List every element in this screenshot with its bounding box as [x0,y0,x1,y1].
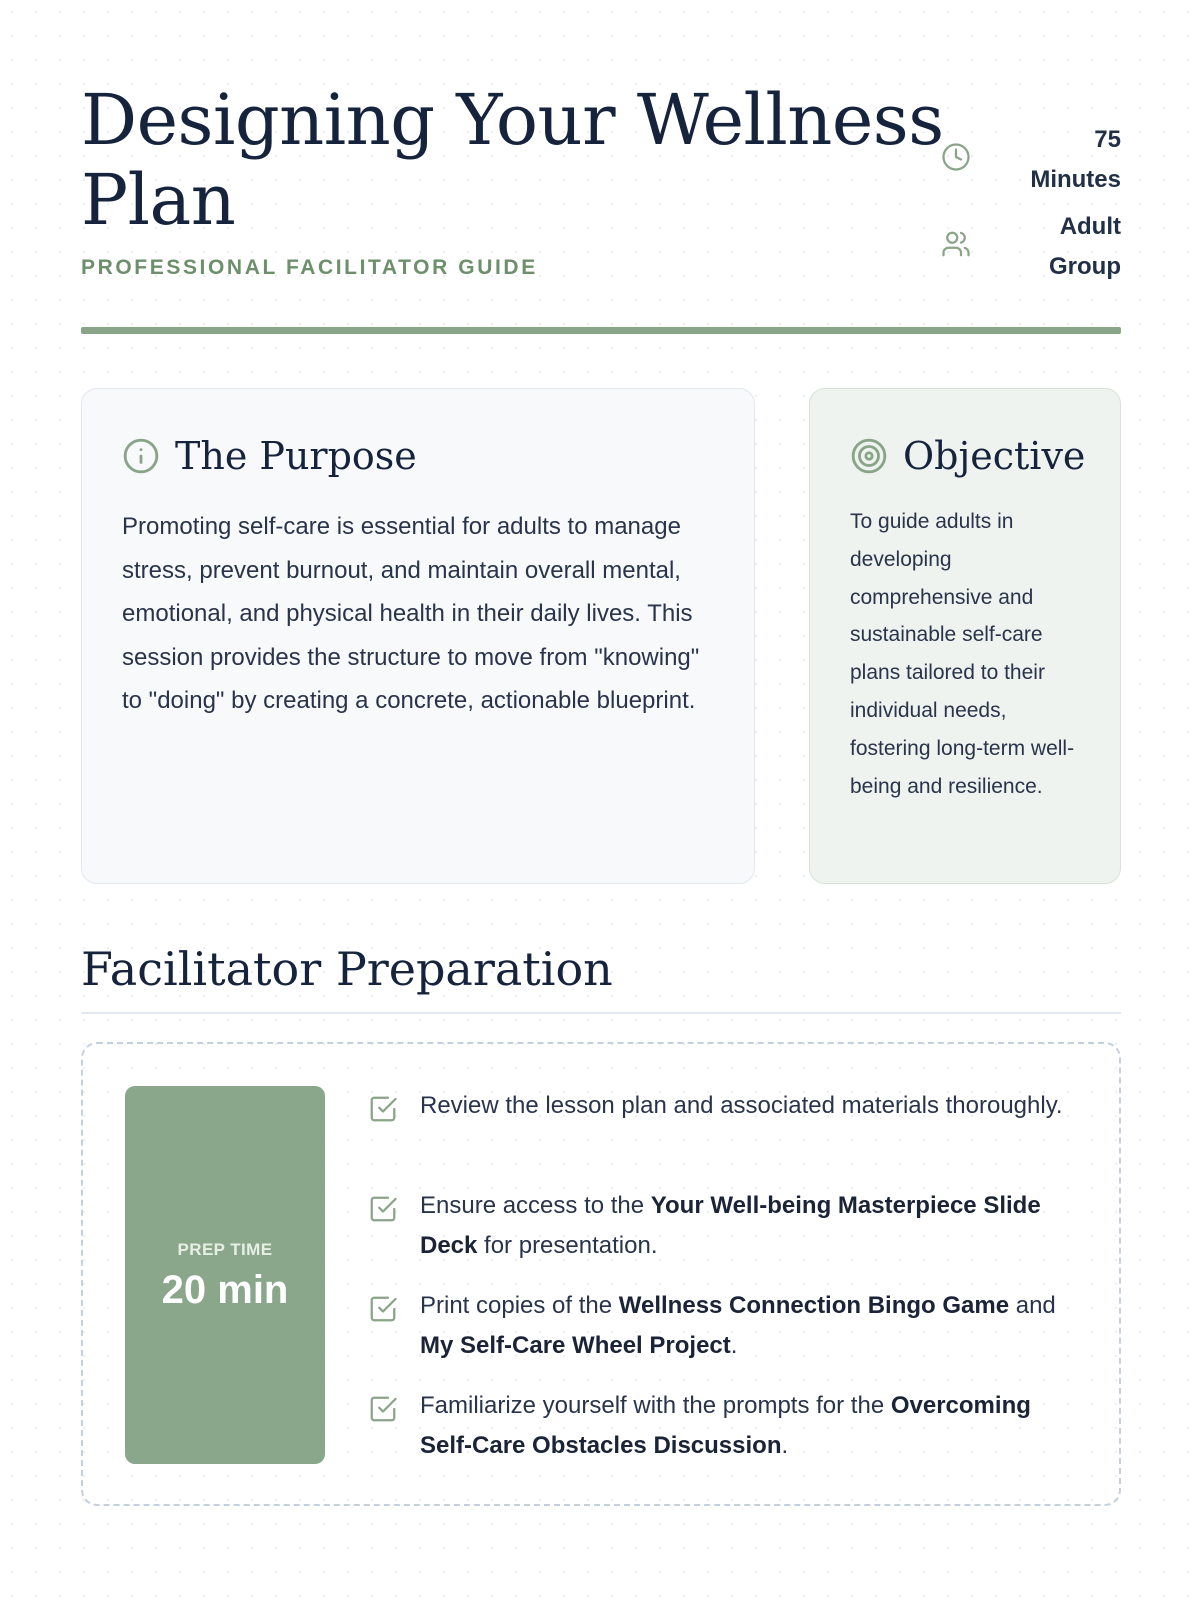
prep-time-panel [125,1086,325,1464]
facilitator-guide-page [81,0,1121,1600]
info-icon [122,437,160,475]
purpose-title: The Purpose [175,434,417,478]
target-icon [850,437,888,475]
clock-icon [941,142,971,172]
checklist-item-text: Familiarize yourself with the prompts for the Overcoming Self-Care Obstacles Discussion. [420,1392,1031,1459]
checklist-item [368,1286,1088,1386]
preparation-checklist [368,1086,1088,1486]
objective-body: To guide adults in developing comprehensive and sustainable self-care plans tailored to their individual needs, fostering long-term well-being and resilience. [850,510,1075,798]
checklist-item [368,1186,1088,1286]
checkbox-checked-icon [368,1294,398,1324]
duration-text: 75 Minutes [1030,126,1121,193]
preparation-box [81,1042,1121,1506]
objective-card [809,388,1121,884]
header-divider [81,327,1121,334]
purpose-body: Promoting self-care is essential for adults to manage stress, prevent burnout, and maintain overall mental, emotional, and physical health in their daily lives. This session provides the structure to move from "knowing" to "doing" by creating a concrete, actionable blueprint. [122,513,700,714]
duration-meta [941,120,1121,200]
checkbox-checked-icon [368,1194,398,1224]
checkbox-checked-icon [368,1394,398,1424]
objective-title: Objective [903,434,1086,478]
prep-time-label: PREP TIME [177,1240,273,1259]
checklist-item-text: Ensure access to the Your Well-being Masterpiece Slide Deck for presentation. [420,1192,1041,1259]
checkbox-checked-icon [368,1094,398,1124]
page-subtitle: PROFESSIONAL FACILITATOR GUIDE [81,256,538,279]
checklist-item [368,1086,1088,1186]
checklist-item [368,1386,1088,1486]
prep-time-value: 20 min [161,1268,289,1312]
audience-meta [941,207,1121,287]
audience-text: Adult Group [1049,213,1121,280]
page-title: Designing Your Wellness Plan [81,79,944,241]
checklist-item-text: Print copies of the Wellness Connection Bingo Game and My Self-Care Wheel Project. [420,1292,1056,1359]
users-icon [941,229,971,259]
page-header [81,80,1121,340]
section-divider [81,1012,1121,1014]
purpose-card [81,388,755,884]
preparation-section-title: Facilitator Preparation [81,942,613,996]
checklist-item-text: Review the lesson plan and associated materials thoroughly. [420,1092,1063,1119]
